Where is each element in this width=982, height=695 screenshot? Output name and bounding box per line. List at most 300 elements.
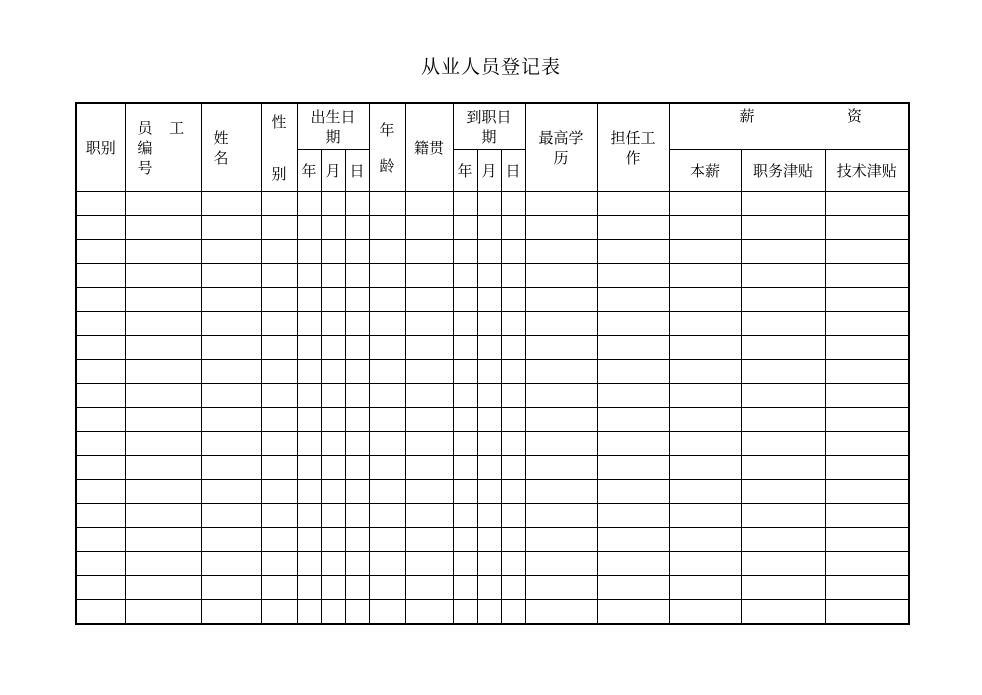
table-cell[interactable] <box>477 192 501 216</box>
table-cell[interactable] <box>125 528 201 552</box>
table-cell[interactable] <box>597 432 669 456</box>
table-cell[interactable] <box>501 552 525 576</box>
table-cell[interactable] <box>501 528 525 552</box>
table-cell[interactable] <box>477 408 501 432</box>
table-cell[interactable] <box>405 240 453 264</box>
table-cell[interactable] <box>477 384 501 408</box>
table-cell[interactable] <box>201 360 261 384</box>
table-cell[interactable] <box>201 504 261 528</box>
table-cell[interactable] <box>201 432 261 456</box>
table-cell[interactable] <box>669 216 741 240</box>
table-cell[interactable] <box>597 216 669 240</box>
table-cell[interactable] <box>125 264 201 288</box>
table-cell[interactable] <box>525 456 597 480</box>
table-cell[interactable] <box>125 576 201 600</box>
table-cell[interactable] <box>477 360 501 384</box>
table-cell[interactable] <box>741 576 825 600</box>
table-cell[interactable] <box>501 384 525 408</box>
table-cell[interactable] <box>261 312 297 336</box>
table-cell[interactable] <box>345 600 369 625</box>
table-cell[interactable] <box>525 480 597 504</box>
table-cell[interactable] <box>669 288 741 312</box>
table-cell[interactable] <box>261 408 297 432</box>
table-cell[interactable] <box>669 480 741 504</box>
table-cell[interactable] <box>321 432 345 456</box>
table-cell[interactable] <box>825 336 909 360</box>
table-cell[interactable] <box>345 288 369 312</box>
table-cell[interactable] <box>825 240 909 264</box>
table-cell[interactable] <box>477 432 501 456</box>
table-cell[interactable] <box>669 600 741 625</box>
table-cell[interactable] <box>125 384 201 408</box>
table-cell[interactable] <box>76 456 125 480</box>
table-cell[interactable] <box>741 336 825 360</box>
table-cell[interactable] <box>597 312 669 336</box>
table-cell[interactable] <box>321 360 345 384</box>
table-cell[interactable] <box>345 240 369 264</box>
table-cell[interactable] <box>453 216 477 240</box>
table-cell[interactable] <box>261 288 297 312</box>
table-cell[interactable] <box>741 600 825 625</box>
table-cell[interactable] <box>741 456 825 480</box>
table-cell[interactable] <box>76 264 125 288</box>
table-cell[interactable] <box>369 528 405 552</box>
table-cell[interactable] <box>345 576 369 600</box>
table-cell[interactable] <box>201 384 261 408</box>
table-cell[interactable] <box>825 288 909 312</box>
table-cell[interactable] <box>261 600 297 625</box>
table-cell[interactable] <box>477 528 501 552</box>
table-cell[interactable] <box>477 480 501 504</box>
table-cell[interactable] <box>525 360 597 384</box>
table-cell[interactable] <box>741 504 825 528</box>
table-cell[interactable] <box>525 432 597 456</box>
table-cell[interactable] <box>741 552 825 576</box>
table-cell[interactable] <box>453 600 477 625</box>
table-cell[interactable] <box>76 312 125 336</box>
table-cell[interactable] <box>321 600 345 625</box>
table-cell[interactable] <box>597 264 669 288</box>
table-cell[interactable] <box>201 192 261 216</box>
table-cell[interactable] <box>597 480 669 504</box>
table-cell[interactable] <box>297 240 321 264</box>
table-cell[interactable] <box>297 528 321 552</box>
table-cell[interactable] <box>345 336 369 360</box>
table-cell[interactable] <box>201 552 261 576</box>
table-cell[interactable] <box>369 360 405 384</box>
table-cell[interactable] <box>525 288 597 312</box>
table-cell[interactable] <box>741 192 825 216</box>
table-cell[interactable] <box>321 216 345 240</box>
table-cell[interactable] <box>76 240 125 264</box>
table-cell[interactable] <box>345 552 369 576</box>
table-cell[interactable] <box>76 288 125 312</box>
table-cell[interactable] <box>825 264 909 288</box>
table-cell[interactable] <box>501 288 525 312</box>
table-cell[interactable] <box>369 576 405 600</box>
table-cell[interactable] <box>405 600 453 625</box>
table-cell[interactable] <box>669 432 741 456</box>
table-cell[interactable] <box>369 552 405 576</box>
table-cell[interactable] <box>477 336 501 360</box>
table-cell[interactable] <box>453 456 477 480</box>
table-cell[interactable] <box>501 480 525 504</box>
table-cell[interactable] <box>345 408 369 432</box>
table-cell[interactable] <box>125 240 201 264</box>
table-cell[interactable] <box>76 216 125 240</box>
table-cell[interactable] <box>825 576 909 600</box>
table-cell[interactable] <box>345 312 369 336</box>
table-cell[interactable] <box>597 456 669 480</box>
table-cell[interactable] <box>369 216 405 240</box>
table-cell[interactable] <box>501 312 525 336</box>
table-cell[interactable] <box>345 504 369 528</box>
table-cell[interactable] <box>597 240 669 264</box>
table-cell[interactable] <box>525 192 597 216</box>
table-cell[interactable] <box>597 504 669 528</box>
table-cell[interactable] <box>345 384 369 408</box>
table-cell[interactable] <box>201 240 261 264</box>
table-cell[interactable] <box>369 504 405 528</box>
table-cell[interactable] <box>501 408 525 432</box>
table-cell[interactable] <box>125 216 201 240</box>
table-cell[interactable] <box>453 576 477 600</box>
table-cell[interactable] <box>825 312 909 336</box>
table-cell[interactable] <box>76 600 125 625</box>
table-cell[interactable] <box>669 504 741 528</box>
table-cell[interactable] <box>453 288 477 312</box>
table-cell[interactable] <box>525 528 597 552</box>
table-cell[interactable] <box>321 336 345 360</box>
table-cell[interactable] <box>261 216 297 240</box>
table-cell[interactable] <box>369 456 405 480</box>
table-cell[interactable] <box>297 264 321 288</box>
table-cell[interactable] <box>297 360 321 384</box>
table-cell[interactable] <box>261 240 297 264</box>
table-cell[interactable] <box>201 312 261 336</box>
table-cell[interactable] <box>321 288 345 312</box>
table-cell[interactable] <box>477 264 501 288</box>
table-cell[interactable] <box>825 528 909 552</box>
table-cell[interactable] <box>125 360 201 384</box>
table-cell[interactable] <box>477 240 501 264</box>
table-cell[interactable] <box>297 600 321 625</box>
table-cell[interactable] <box>741 312 825 336</box>
table-cell[interactable] <box>369 432 405 456</box>
table-cell[interactable] <box>525 240 597 264</box>
table-cell[interactable] <box>453 192 477 216</box>
table-cell[interactable] <box>525 336 597 360</box>
table-cell[interactable] <box>501 216 525 240</box>
table-cell[interactable] <box>405 288 453 312</box>
table-cell[interactable] <box>321 480 345 504</box>
table-cell[interactable] <box>669 336 741 360</box>
table-cell[interactable] <box>597 288 669 312</box>
table-cell[interactable] <box>125 192 201 216</box>
table-cell[interactable] <box>405 408 453 432</box>
table-cell[interactable] <box>297 552 321 576</box>
table-cell[interactable] <box>825 504 909 528</box>
table-cell[interactable] <box>201 480 261 504</box>
table-cell[interactable] <box>501 264 525 288</box>
table-cell[interactable] <box>297 384 321 408</box>
table-cell[interactable] <box>297 432 321 456</box>
table-cell[interactable] <box>261 456 297 480</box>
table-cell[interactable] <box>741 432 825 456</box>
table-cell[interactable] <box>453 336 477 360</box>
table-cell[interactable] <box>741 384 825 408</box>
table-cell[interactable] <box>525 264 597 288</box>
table-cell[interactable] <box>453 552 477 576</box>
table-cell[interactable] <box>741 480 825 504</box>
table-cell[interactable] <box>825 432 909 456</box>
table-cell[interactable] <box>525 600 597 625</box>
table-cell[interactable] <box>76 336 125 360</box>
table-cell[interactable] <box>76 192 125 216</box>
table-cell[interactable] <box>297 312 321 336</box>
table-cell[interactable] <box>501 360 525 384</box>
table-cell[interactable] <box>501 432 525 456</box>
table-cell[interactable] <box>76 504 125 528</box>
table-cell[interactable] <box>501 456 525 480</box>
table-cell[interactable] <box>453 480 477 504</box>
table-cell[interactable] <box>297 216 321 240</box>
table-cell[interactable] <box>825 384 909 408</box>
table-cell[interactable] <box>76 384 125 408</box>
table-cell[interactable] <box>597 552 669 576</box>
table-cell[interactable] <box>369 264 405 288</box>
table-cell[interactable] <box>669 456 741 480</box>
table-cell[interactable] <box>477 600 501 625</box>
table-cell[interactable] <box>125 456 201 480</box>
table-cell[interactable] <box>321 408 345 432</box>
table-cell[interactable] <box>477 552 501 576</box>
table-cell[interactable] <box>741 240 825 264</box>
table-cell[interactable] <box>741 528 825 552</box>
table-cell[interactable] <box>201 408 261 432</box>
table-cell[interactable] <box>525 384 597 408</box>
table-cell[interactable] <box>201 288 261 312</box>
table-cell[interactable] <box>525 504 597 528</box>
table-cell[interactable] <box>669 528 741 552</box>
table-cell[interactable] <box>261 576 297 600</box>
table-cell[interactable] <box>405 360 453 384</box>
table-cell[interactable] <box>125 480 201 504</box>
table-cell[interactable] <box>201 576 261 600</box>
table-cell[interactable] <box>321 504 345 528</box>
table-cell[interactable] <box>477 216 501 240</box>
table-cell[interactable] <box>76 528 125 552</box>
table-cell[interactable] <box>345 432 369 456</box>
table-cell[interactable] <box>405 336 453 360</box>
table-cell[interactable] <box>741 288 825 312</box>
table-cell[interactable] <box>369 600 405 625</box>
table-cell[interactable] <box>597 384 669 408</box>
table-cell[interactable] <box>669 264 741 288</box>
table-cell[interactable] <box>261 360 297 384</box>
table-cell[interactable] <box>597 336 669 360</box>
table-cell[interactable] <box>825 216 909 240</box>
table-cell[interactable] <box>261 504 297 528</box>
table-cell[interactable] <box>261 480 297 504</box>
table-cell[interactable] <box>345 264 369 288</box>
table-cell[interactable] <box>597 192 669 216</box>
table-cell[interactable] <box>525 216 597 240</box>
table-cell[interactable] <box>405 480 453 504</box>
table-cell[interactable] <box>369 336 405 360</box>
table-cell[interactable] <box>321 192 345 216</box>
table-cell[interactable] <box>369 240 405 264</box>
table-cell[interactable] <box>321 384 345 408</box>
table-cell[interactable] <box>405 192 453 216</box>
table-cell[interactable] <box>261 552 297 576</box>
table-cell[interactable] <box>201 528 261 552</box>
table-cell[interactable] <box>321 456 345 480</box>
table-cell[interactable] <box>501 600 525 625</box>
table-cell[interactable] <box>453 240 477 264</box>
table-cell[interactable] <box>453 408 477 432</box>
table-cell[interactable] <box>369 312 405 336</box>
table-cell[interactable] <box>405 384 453 408</box>
table-cell[interactable] <box>321 240 345 264</box>
table-cell[interactable] <box>825 192 909 216</box>
table-cell[interactable] <box>825 408 909 432</box>
table-cell[interactable] <box>76 576 125 600</box>
table-cell[interactable] <box>76 552 125 576</box>
table-cell[interactable] <box>369 408 405 432</box>
table-cell[interactable] <box>321 312 345 336</box>
table-cell[interactable] <box>297 336 321 360</box>
table-cell[interactable] <box>477 504 501 528</box>
table-cell[interactable] <box>669 408 741 432</box>
table-cell[interactable] <box>125 552 201 576</box>
table-cell[interactable] <box>405 264 453 288</box>
table-cell[interactable] <box>501 192 525 216</box>
table-cell[interactable] <box>76 360 125 384</box>
table-cell[interactable] <box>345 528 369 552</box>
table-cell[interactable] <box>321 528 345 552</box>
table-cell[interactable] <box>669 192 741 216</box>
table-cell[interactable] <box>501 576 525 600</box>
table-cell[interactable] <box>405 528 453 552</box>
table-cell[interactable] <box>453 264 477 288</box>
table-cell[interactable] <box>125 408 201 432</box>
table-cell[interactable] <box>261 432 297 456</box>
table-cell[interactable] <box>405 504 453 528</box>
table-cell[interactable] <box>297 480 321 504</box>
table-cell[interactable] <box>125 504 201 528</box>
table-cell[interactable] <box>453 504 477 528</box>
table-cell[interactable] <box>405 456 453 480</box>
table-cell[interactable] <box>369 192 405 216</box>
table-cell[interactable] <box>825 600 909 625</box>
table-cell[interactable] <box>453 312 477 336</box>
table-cell[interactable] <box>669 552 741 576</box>
table-cell[interactable] <box>405 216 453 240</box>
table-cell[interactable] <box>125 288 201 312</box>
table-cell[interactable] <box>261 192 297 216</box>
table-cell[interactable] <box>261 528 297 552</box>
table-cell[interactable] <box>297 504 321 528</box>
table-cell[interactable] <box>597 528 669 552</box>
table-cell[interactable] <box>405 432 453 456</box>
table-cell[interactable] <box>405 552 453 576</box>
table-cell[interactable] <box>369 480 405 504</box>
table-cell[interactable] <box>201 456 261 480</box>
table-cell[interactable] <box>201 264 261 288</box>
table-cell[interactable] <box>76 432 125 456</box>
table-cell[interactable] <box>741 408 825 432</box>
table-cell[interactable] <box>201 216 261 240</box>
table-cell[interactable] <box>669 360 741 384</box>
table-cell[interactable] <box>345 480 369 504</box>
table-cell[interactable] <box>125 432 201 456</box>
table-cell[interactable] <box>669 576 741 600</box>
table-cell[interactable] <box>741 264 825 288</box>
table-cell[interactable] <box>501 336 525 360</box>
table-cell[interactable] <box>825 480 909 504</box>
table-cell[interactable] <box>501 504 525 528</box>
table-cell[interactable] <box>825 552 909 576</box>
table-cell[interactable] <box>345 360 369 384</box>
table-cell[interactable] <box>321 264 345 288</box>
table-cell[interactable] <box>477 456 501 480</box>
table-cell[interactable] <box>125 336 201 360</box>
table-cell[interactable] <box>321 576 345 600</box>
table-cell[interactable] <box>405 576 453 600</box>
table-cell[interactable] <box>741 360 825 384</box>
table-cell[interactable] <box>477 312 501 336</box>
table-cell[interactable] <box>525 552 597 576</box>
table-cell[interactable] <box>297 192 321 216</box>
table-cell[interactable] <box>369 384 405 408</box>
table-cell[interactable] <box>597 576 669 600</box>
table-cell[interactable] <box>669 312 741 336</box>
table-cell[interactable] <box>321 552 345 576</box>
table-cell[interactable] <box>453 528 477 552</box>
table-cell[interactable] <box>669 384 741 408</box>
table-cell[interactable] <box>201 336 261 360</box>
table-cell[interactable] <box>477 288 501 312</box>
table-cell[interactable] <box>741 216 825 240</box>
table-cell[interactable] <box>525 312 597 336</box>
table-cell[interactable] <box>825 360 909 384</box>
table-cell[interactable] <box>525 408 597 432</box>
table-cell[interactable] <box>453 384 477 408</box>
table-cell[interactable] <box>261 264 297 288</box>
table-cell[interactable] <box>297 576 321 600</box>
table-cell[interactable] <box>297 288 321 312</box>
table-cell[interactable] <box>405 312 453 336</box>
table-cell[interactable] <box>477 576 501 600</box>
table-cell[interactable] <box>201 600 261 625</box>
table-cell[interactable] <box>453 360 477 384</box>
table-cell[interactable] <box>261 384 297 408</box>
table-cell[interactable] <box>125 312 201 336</box>
table-cell[interactable] <box>345 216 369 240</box>
table-cell[interactable] <box>597 408 669 432</box>
table-cell[interactable] <box>345 456 369 480</box>
table-cell[interactable] <box>825 456 909 480</box>
table-cell[interactable] <box>76 408 125 432</box>
table-cell[interactable] <box>669 240 741 264</box>
table-cell[interactable] <box>501 240 525 264</box>
table-cell[interactable] <box>597 600 669 625</box>
table-cell[interactable] <box>297 456 321 480</box>
table-cell[interactable] <box>261 336 297 360</box>
table-cell[interactable] <box>125 600 201 625</box>
table-cell[interactable] <box>525 576 597 600</box>
